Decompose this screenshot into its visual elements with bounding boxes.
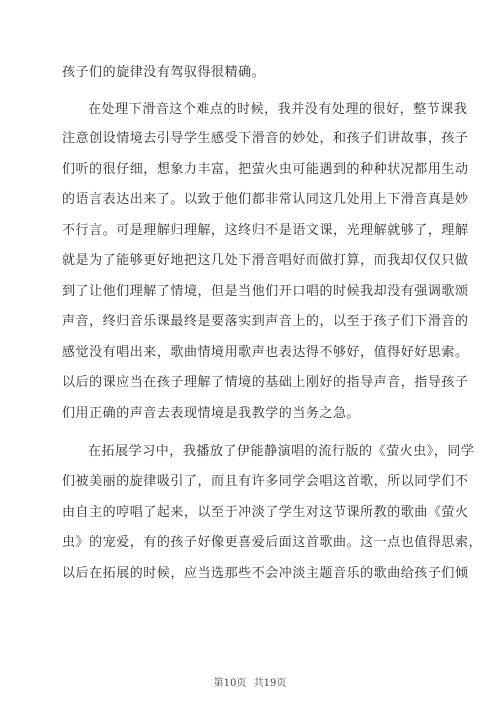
text-line: 就是为了能够更好地把这几处下滑音唱好而做打算，而我却仅仅只做 [62,253,469,268]
text-line: 由自主的哼唱了起来，以至于冲淡了学生对这节课所教的歌曲《萤火 [62,505,469,520]
text-line: 注意创设情境去引导学生感受下滑音的妙处，和孩子们讲故事，孩子 [62,131,469,146]
text-line: 以后的课应当在孩子理解了情境的基础上刚好的指导声音，指导孩子 [62,375,469,390]
text-line: 感觉没有唱出来，歌曲情境用歌声也表达得不够好，值得好好思索。 [62,345,469,360]
text-line: 的语言表达出来了。以致于他们都非常认同这几处用上下滑音真是妙 [62,192,469,207]
text-line: 到了让他们理解了情境，但是当他们开口唱的时候我却没有强调歌颂 [62,284,469,299]
text-line: 在处理下滑音这个难点的时候，我并没有处理的很好，整节课我 [88,102,468,117]
text-line: 虫》的宠爱，有的孩子好像更喜爱后面这首歌曲。这一点也值得思索， [62,535,483,550]
text-line: 们被美丽的旋律吸引了，而且有许多同学会唱这首歌，所以同学们不 [62,474,469,489]
text-line: 不行言。可是理解归理解，这终归不是语文课，光理解就够了，理解 [62,223,469,238]
text-line: 孩子们的旋律没有驾驭得很精确。 [62,65,266,80]
page-number: 第10页 [213,678,247,689]
text-line: 们用正确的声音去表现情境是我教学的当务之急。 [62,406,361,421]
text-line: 在拓展学习中，我播放了伊能静演唱的流行版的《萤火虫》，同学 [88,444,475,459]
page-footer [0,678,500,690]
page-total: 共19页 [253,678,287,689]
text-line: 们听的很仔细，想象力丰富，把萤火虫可能遇到的种种状况都用生动 [62,162,469,177]
text-line: 声音，终归音乐课最终是要落实到声音上的，以至于孩子们下滑音的 [62,314,469,329]
text-line: 以后在拓展的时候，应当选那些不会冲淡主题音乐的歌曲给孩子们倾 [62,566,469,581]
